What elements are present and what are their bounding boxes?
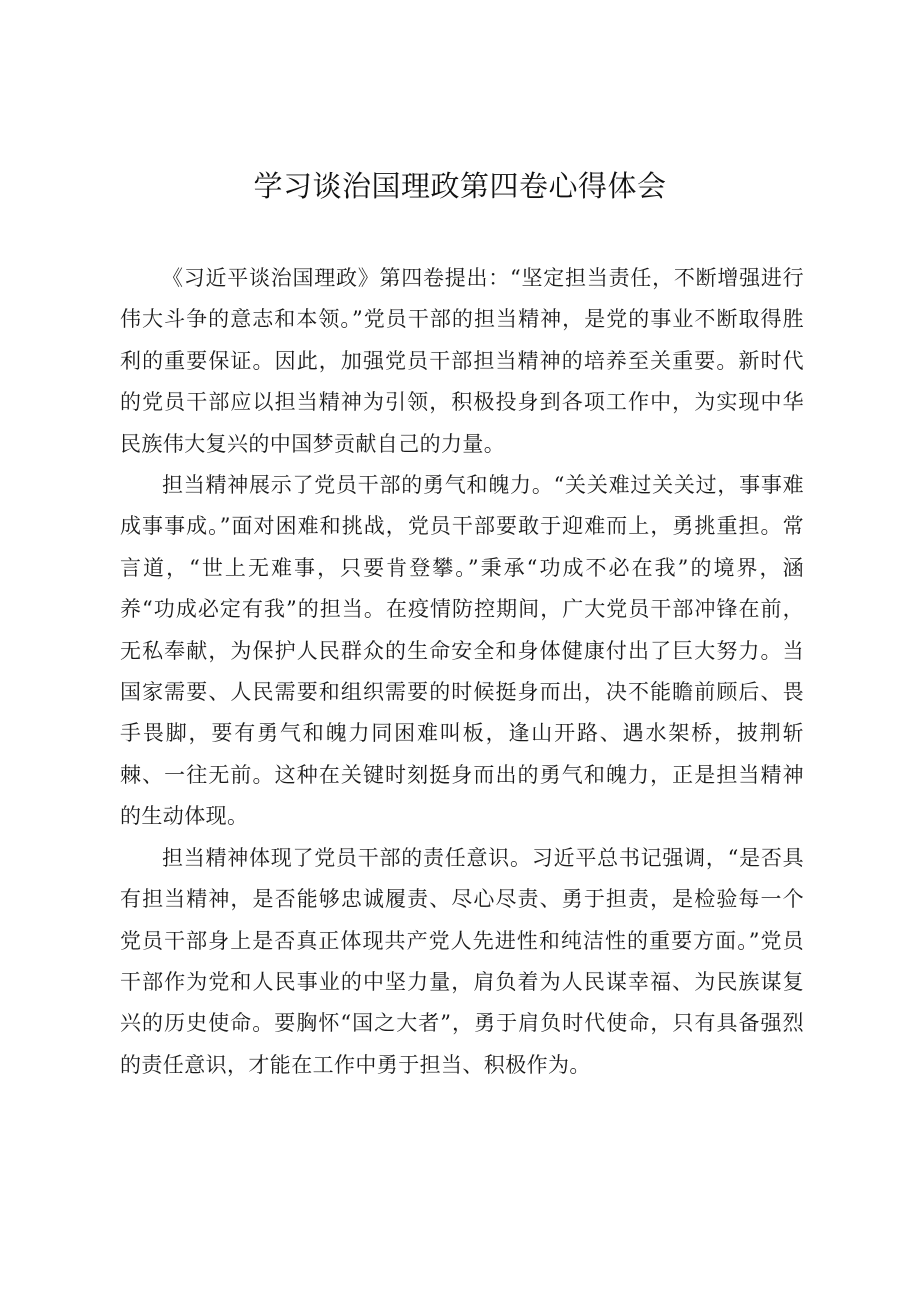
- paragraph-1: 《习近平谈治国理政》第四卷提出：“坚定担当责任，不断增强进行伟大斗争的意志和本领。”党员干部的担当精神，是党的事业不断取得胜利的重要保证。因此，加强党员干部担当精神的培养至关重要。新时代的党员干部应以担当精神为引领，积极投身到各项工作中，为实现中华民族伟大复兴的中国梦贡献自己的力量。: [120, 266, 804, 456]
- paragraph-3: 担当精神体现了党员干部的责任意识。习近平总书记强调，“是否具有担当精神，是否能够忠诚履责、尽心尽责、勇于担责，是检验每一个党员干部身上是否真正体现共产党人先进性和纯洁性的重要方面。”党员干部作为党和人民事业的中坚力量，肩负着为人民谋幸福、为民族谋复兴的历史使命。要胸怀“国之大者”，勇于肩负时代使命，只有具备强烈的责任意识，才能在工作中勇于担当、积极作为。: [120, 845, 804, 1077]
- document-title: 学习谈治国理政第四卷心得体会: [253, 169, 667, 203]
- document-body: [120, 258, 804, 1086]
- paragraph-2: 担当精神展示了党员干部的勇气和魄力。“关关难过关关过，事事难成事事成。”面对困难和挑战，党员干部要敢于迎难而上，勇挑重担。常言道，“世上无难事，只要肯登攀。”秉承“功成不必在我”的境界，涵养“功成必定有我”的担当。在疫情防控期间，广大党员干部冲锋在前，无私奉献，为保护人民群众的生命安全和身体健康付出了巨大努力。当国家需要、人民需要和组织需要的时候挺身而出，决不能瞻前顾后、畏手畏脚，要有勇气和魄力同困难叫板，逢山开路、遇水架桥，披荆斩棘、一往无前。这种在关键时刻挺身而出的勇气和魄力，正是担当精神的生动体现。: [120, 473, 804, 829]
